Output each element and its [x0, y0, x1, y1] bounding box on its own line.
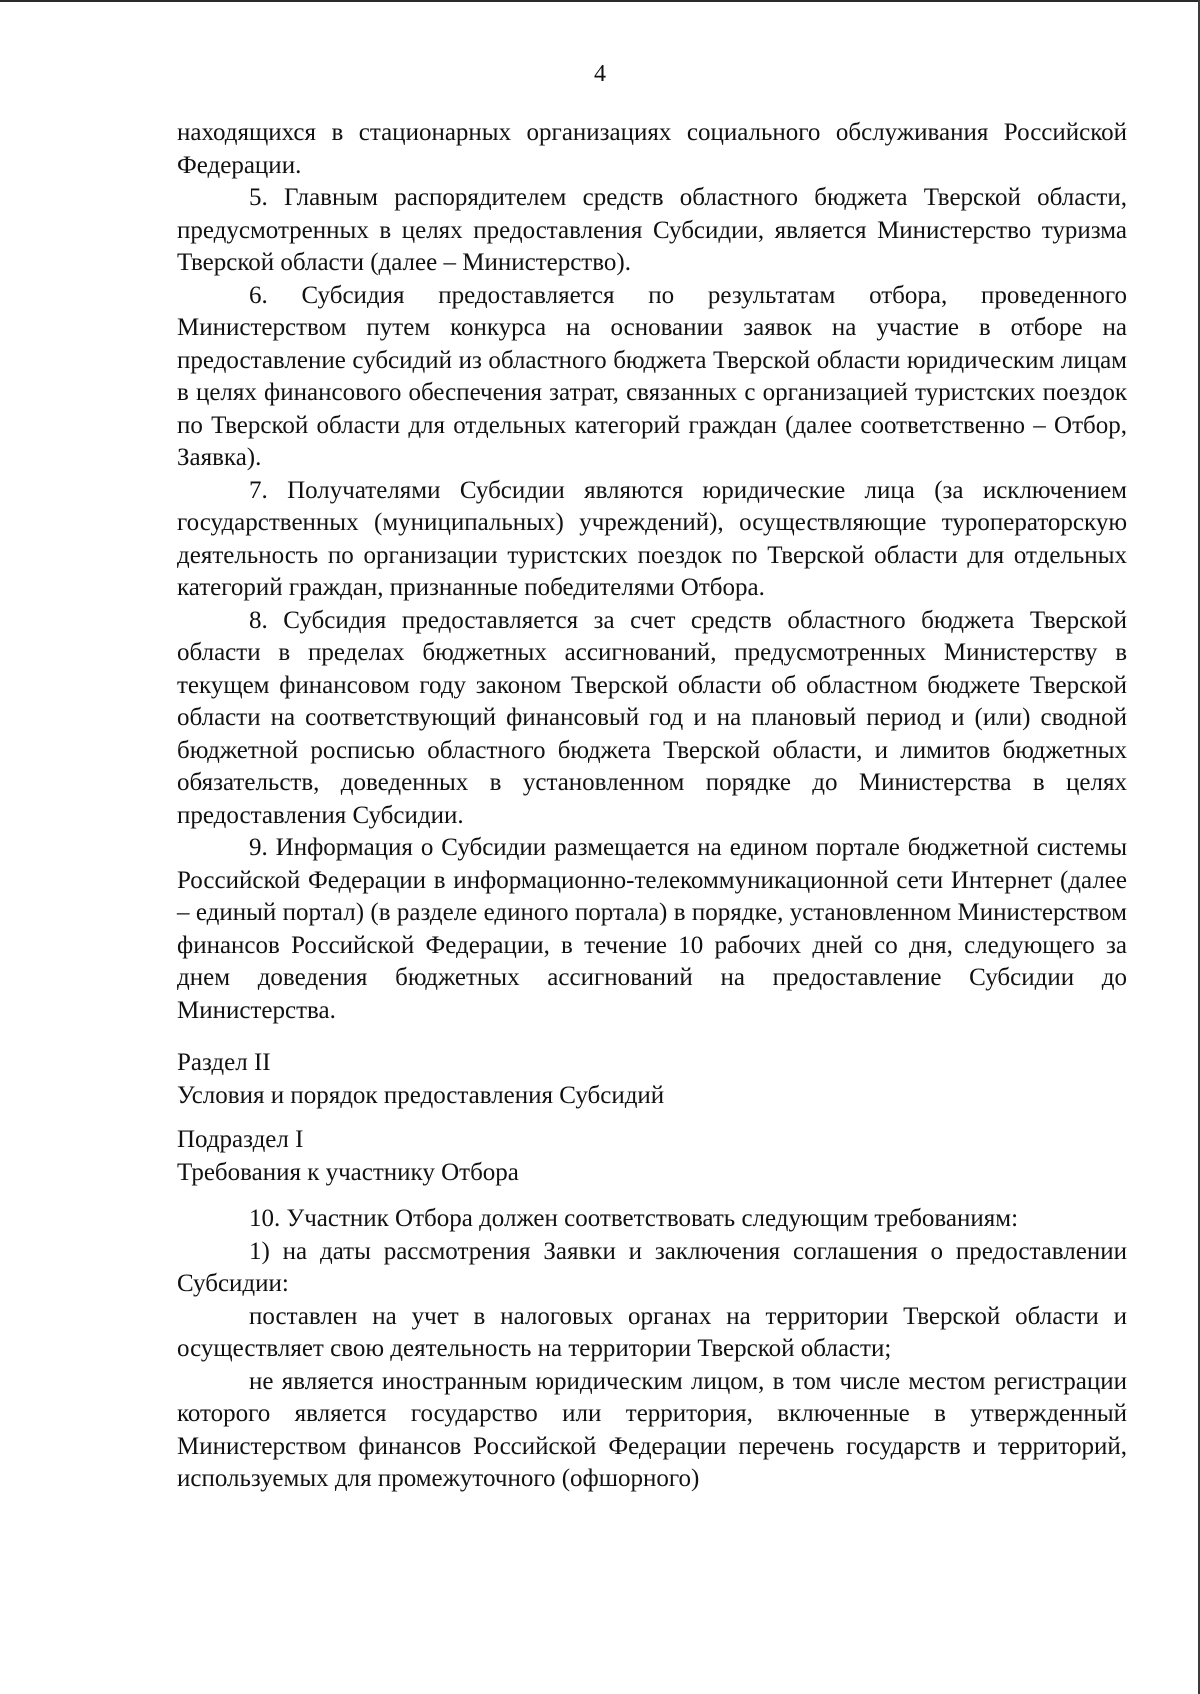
paragraph-continuation: находящихся в стационарных организациях социального обслуживания Российской Федерации. — [177, 119, 1127, 179]
paragraph-10-item-1-a: поставлен на учет в налоговых органах на территории Тверской области и осуществляет свою деятельность на территории Тверской области; — [177, 1302, 1127, 1362]
paragraph-7: 7. Получателями Субсидии являются юридические лица (за исключением государственных (муниципальных) учреждений), осуществляющие туроператорскую деятельность по организации туристских поездок по Тверской области для отдельных категорий граждан, признанные победителями Отбора. — [177, 476, 1127, 601]
spacer — [177, 1189, 1127, 1203]
section-label: Раздел II — [177, 1049, 271, 1076]
subsection-label: Подраздел I — [177, 1126, 304, 1153]
spacer — [177, 1112, 1127, 1124]
paragraph-8: 8. Субсидия предоставляется за счет средств областного бюджета Тверской области в пределах бюджетных ассигнований, предусмотренных Министерству в текущем финансовом году законом Тверской области об областном бюджете Тверской области на соответствующий финансовый год и на плановый период и (или) сводной бюджетной росписью областного бюджета Тверской области, и лимитов бюджетных обязательств, доведенных в установленном порядке до Министерства в целях предоставления Субсидии. — [177, 606, 1127, 829]
section-title: Условия и порядок предоставления Субсидий — [177, 1081, 665, 1109]
paragraph-10-item-1: 1) на даты рассмотрения Заявки и заключения соглашения о предоставлении Субсидии: — [177, 1237, 1127, 1297]
paragraph-9: 9. Информация о Субсидии размещается на едином портале бюджетной системы Российской Федерации в информационно-телекоммуникационной сети Интернет (далее – единый портал) (в разделе единого портала) в порядке, установленном Министерством финансов Российской Федерации, в течение 10 рабочих дней со дня, следующего за днем доведения бюджетных ассигнований на предоставление Субсидии до Министерства. — [177, 834, 1127, 1024]
subsection-title: Требования к участнику Отбора — [177, 1158, 519, 1186]
paragraph-6: 6. Субсидия предоставляется по результатам отбора, проведенного Министерством путем конкурса на основании заявок на участие в отборе на предоставление субсидий из областного бюджета Тверской области юридическим лицам в целях финансового обеспечения затрат, связанных с организацией туристских поездок по Тверской области для отдельных категорий граждан (далее соответственно – Отбор, Заявка). — [177, 281, 1127, 471]
page-number: 4 — [594, 61, 606, 87]
paragraph-10-item-1-b: не является иностранным юридическим лицом, в том числе местом регистрации которого является государство или территория, включенные в утвержденный Министерством финансов Российской Федерации перечень государств и территорий, используемых для промежуточного (офшорного) — [177, 1367, 1127, 1492]
paragraph-5: 5. Главным распорядителем средств областного бюджета Тверской области, предусмотренных в целях предоставления Субсидии, является Министерство туризма Тверской области (далее – Министерство). — [177, 184, 1127, 276]
paragraph-10: 10. Участник Отбора должен соответствовать следующим требованиям: — [249, 1205, 1019, 1232]
scan-edge-top — [0, 0, 1200, 2]
document-body — [177, 117, 1127, 1496]
